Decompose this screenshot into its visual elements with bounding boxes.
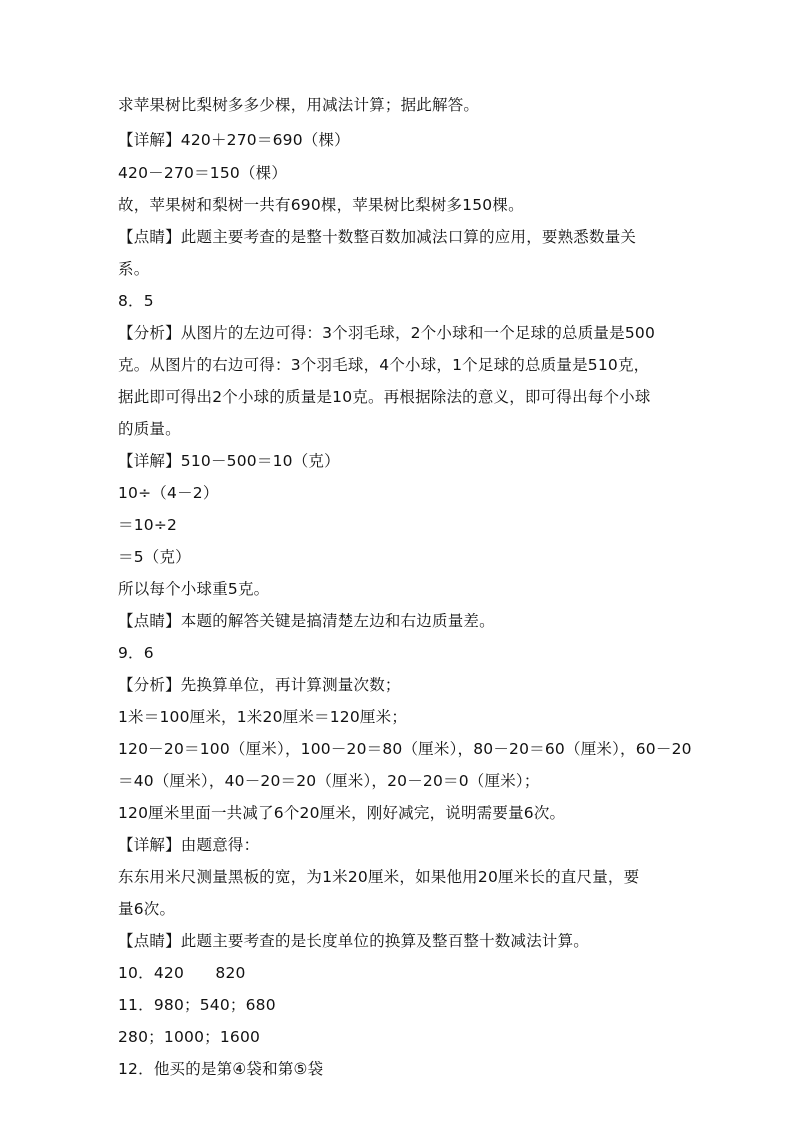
- question-number: 11．980；540；680: [118, 996, 276, 1014]
- text-line: ＝5（克）: [118, 548, 191, 566]
- text-line: 的质量。: [118, 420, 181, 438]
- text-line: 1米＝100厘米，1米20厘米＝120厘米；: [118, 708, 408, 726]
- text-line: 120－20＝100（厘米），100－20＝80（厘米），80－20＝60（厘米），60－20: [118, 740, 692, 758]
- text-line: 【分析】从图片的左边可得：3个羽毛球，2个小球和一个足球的总质量是500: [118, 324, 656, 342]
- text-line: 求苹果树比梨树多多少棵，用减法计算；据此解答。: [118, 96, 480, 114]
- text-line: 420－270＝150（棵）: [118, 164, 288, 182]
- text-line: 【详解】420＋270＝690（棵）: [118, 131, 350, 149]
- text-line: 据此即可得出2个小球的质量是10克。再根据除法的意义，即可得出每个小球: [118, 388, 651, 406]
- text-line: 克。从图片的右边可得：3个羽毛球，4个小球，1个足球的总质量是510克，: [118, 356, 650, 374]
- text-line: 【点睛】此题主要考查的是整十数整百数加减法口算的应用，要熟悉数量关: [118, 228, 637, 246]
- text-line: ＝10÷2: [118, 516, 178, 534]
- text-line: 量6次。: [118, 900, 176, 918]
- text-line: 系。: [118, 260, 150, 278]
- text-line: 故，苹果树和梨树一共有690棵，苹果树比梨树多150棵。: [118, 196, 524, 214]
- text-line: 【详解】由题意得：: [118, 836, 260, 854]
- text-line: 10÷（4－2）: [118, 484, 219, 502]
- question-number: 9．6: [118, 644, 154, 662]
- text-line: 【点睛】此题主要考查的是长度单位的换算及整百整十数减法计算。: [118, 932, 590, 950]
- text-line: 280；1000；1600: [118, 1028, 261, 1046]
- text-line: 【详解】510－500＝10（克）: [118, 452, 340, 470]
- question-number: 12．他买的是第④袋和第⑤袋: [118, 1060, 324, 1078]
- text-line: 120厘米里面一共减了6个20厘米，刚好减完，说明需要量6次。: [118, 804, 566, 822]
- text-line: 东东用米尺测量黑板的宽，为1米20厘米，如果他用20厘米长的直尺量，要: [118, 868, 640, 886]
- text-line: 【点睛】本题的解答关键是搞清楚左边和右边质量差。: [118, 612, 495, 630]
- text-line: 所以每个小球重5克。: [118, 580, 270, 598]
- question-number: 10．420 820: [118, 964, 246, 982]
- text-line: 【分析】先换算单位，再计算测量次数；: [118, 676, 401, 694]
- question-number: 8．5: [118, 292, 154, 310]
- text-line: ＝40（厘米），40－20＝20（厘米），20－20＝0（厘米）；: [118, 772, 540, 790]
